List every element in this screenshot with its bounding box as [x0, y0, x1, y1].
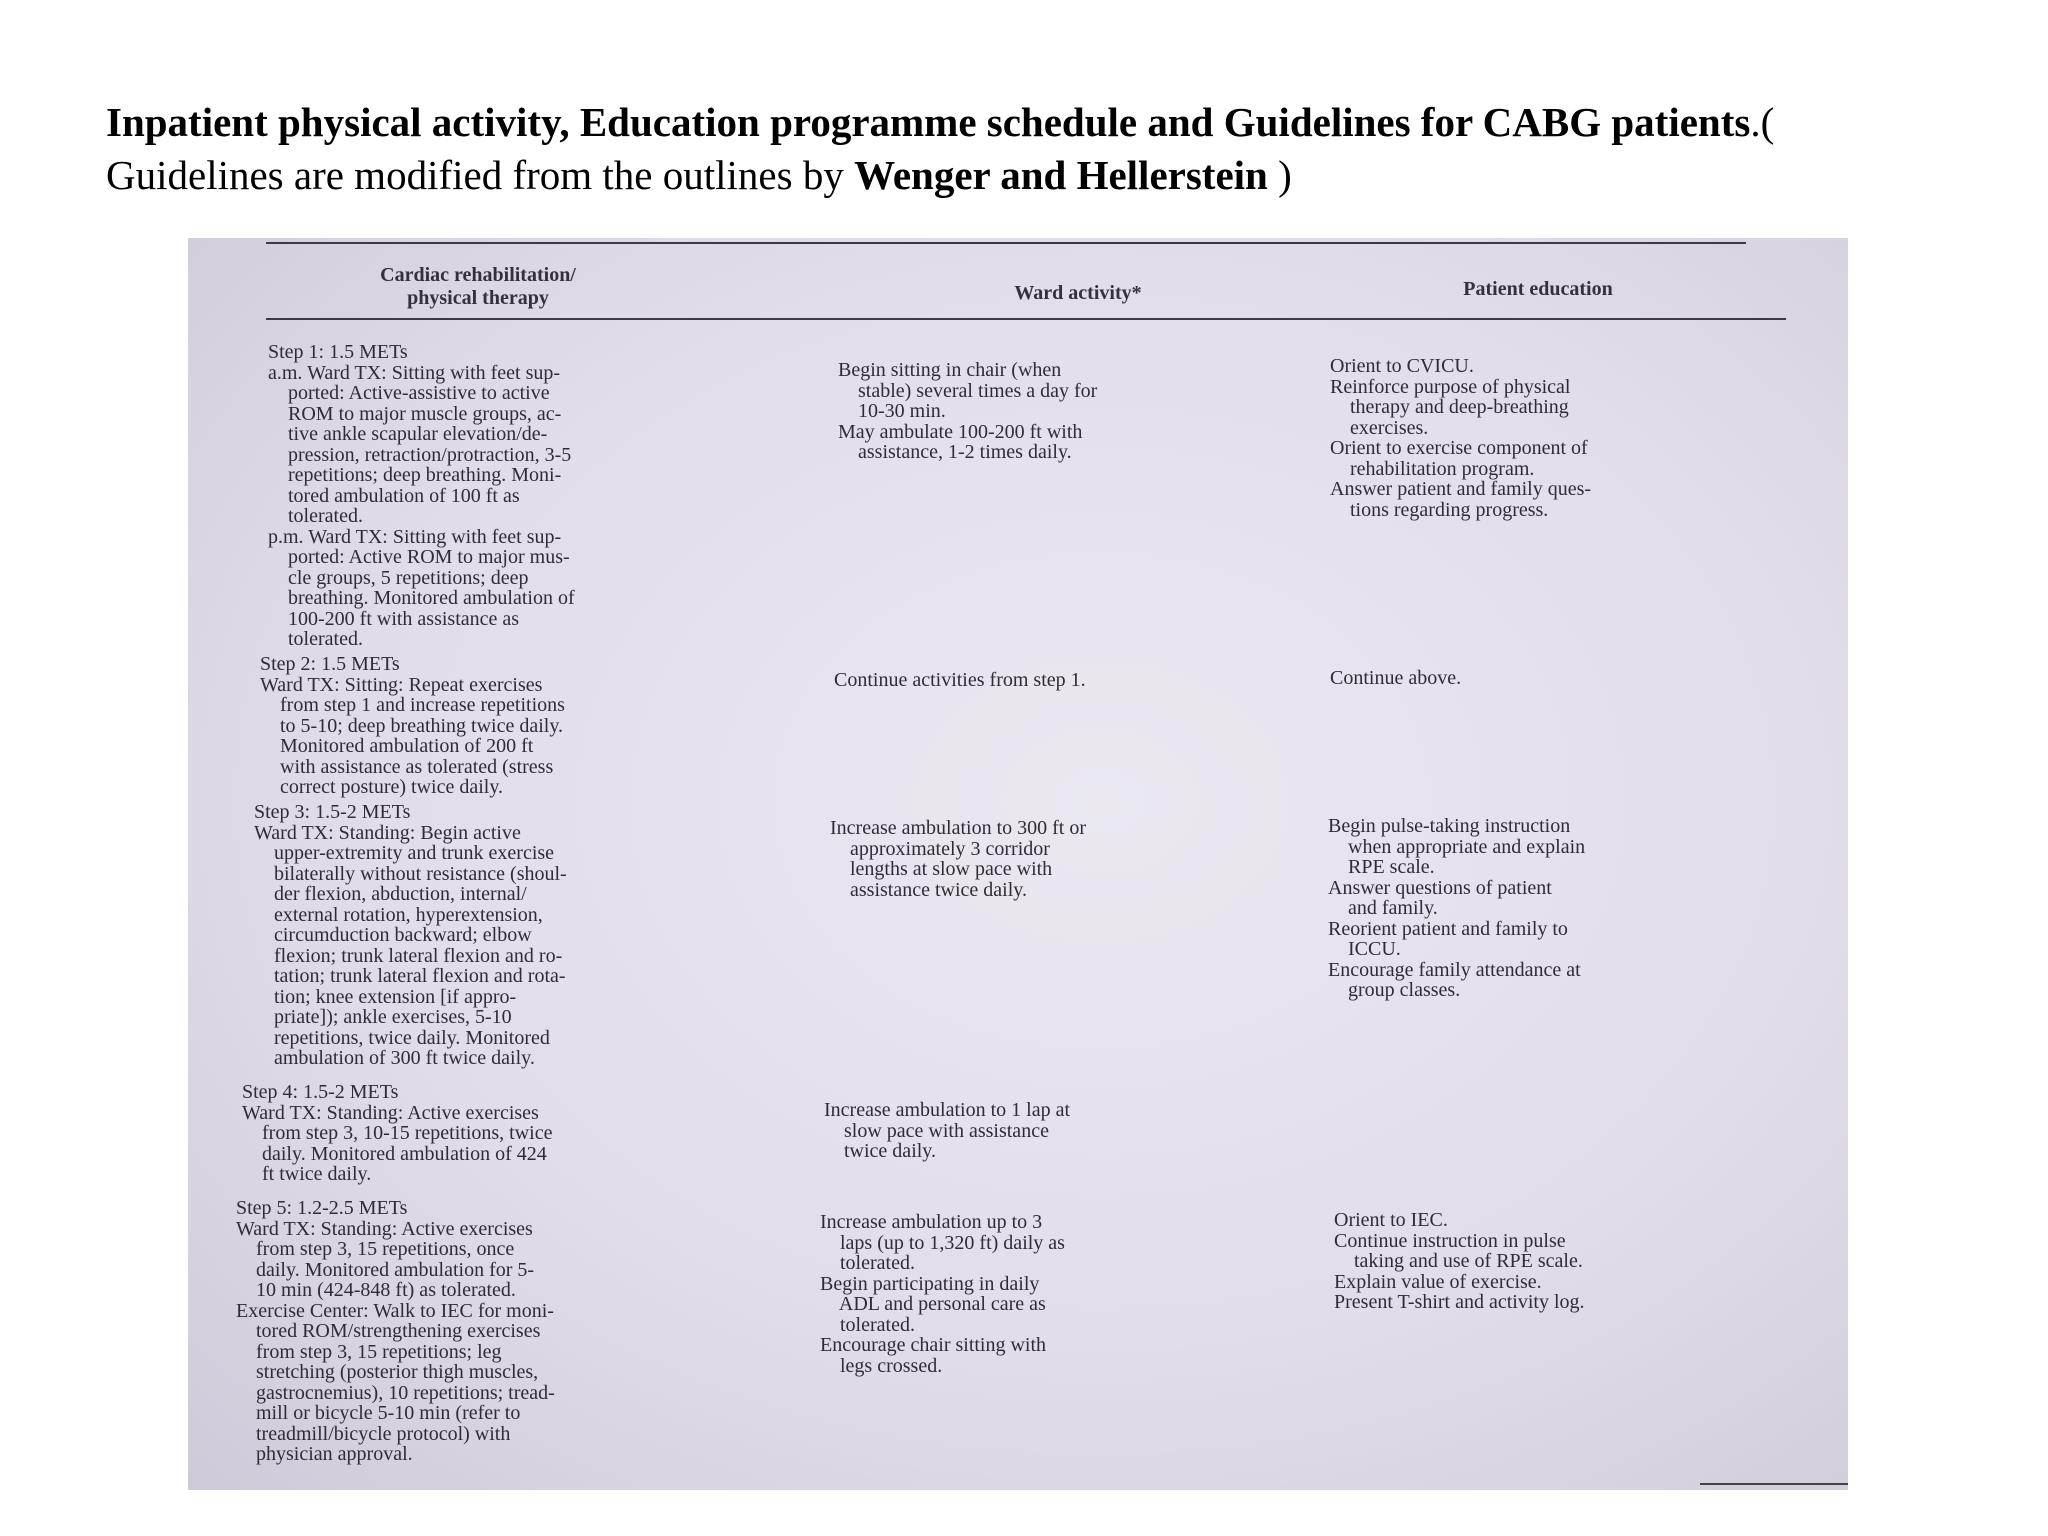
step1-education: Orient to CVICU. Reinforce purpose of physical therapy and deep-breathing exercises. Orient to exercise component of rehabilitation program. Answer patient and family ques- tions regarding progress.	[1330, 355, 1592, 521]
heading-text: .( Guidelines are modified from the outlines by	[106, 99, 1775, 198]
step1-ward: Begin sitting in chair (when stable) several times a day for 10-30 min. May ambulate 100-200 ft with assistance, 1-2 times daily.	[838, 359, 1098, 463]
step1-therapy: Step 1: 1.5 METs a.m. Ward TX: Sitting with feet sup- ported: Active-assistive to active ROM to major muscle groups, ac- tive ankle scapular elevation/de- pression, retraction/protraction, 3-5 repetitions; deep breathing. Moni- tored ambulation of 100 ft as tolerated. p.m. Ward TX: Sitting with feet sup- ported: Active ROM to major mus- cle groups, 5 repetitions; deep breathing. Monitored ambulation of 100-200 ft with assistance as tolerated.	[268, 341, 575, 650]
scanned-table-image	[188, 238, 1848, 1490]
step5-education: Orient to IEC. Continue instruction in pulse taking and use of RPE scale. Explain value of exercise. Present T-shirt and activity log.	[1334, 1209, 1585, 1313]
step3-education: Begin pulse-taking instruction when appropriate and explain RPE scale. Answer questions of patient and family. Reorient patient and family to ICCU. Encourage family attendance at group classes.	[1328, 815, 1586, 1001]
header-patient-education: Patient education	[1463, 278, 1613, 300]
step2-education: Continue above.	[1330, 667, 1462, 689]
heading-close: )	[1267, 152, 1292, 198]
table-bottom-rule	[1700, 1483, 1848, 1485]
step2-ward: Continue activities from step 1.	[834, 669, 1086, 691]
header-ward-activity: Ward activity*	[1014, 282, 1142, 304]
step3-therapy: Step 3: 1.5-2 METs Ward TX: Standing: Begin active upper-extremity and trunk exercise bilaterally without resistance (shoul- der flexion, abduction, internal/ external rotation, hyperextension, circumduction backward; elbow flexion; trunk lateral flexion and ro- tation; trunk lateral flexion and rota- tion; knee extension [if appro- priate]); ankle exercises, 5-10 repetitions, twice daily. Monitored ambulation of 300 ft twice daily.	[254, 801, 567, 1069]
table-top-rule	[266, 242, 1746, 244]
heading-bold-title: Inpatient physical activity, Education programme schedule and Guidelines for CABG patients	[106, 99, 1751, 145]
step5-therapy: Step 5: 1.2-2.5 METs Ward TX: Standing: Active exercises from step 3, 15 repetitions, once daily. Monitored ambulation for 5- 10 min (424-848 ft) as tolerated. Exercise Center: Walk to IEC for moni- tored ROM/strengthening exercises from step 3, 15 repetitions; leg stretching (posterior thigh muscles, gastrocnemius), 10 repetitions; tread- mill or bicycle 5-10 min (refer to treadmill/bicycle protocol) with physician approval.	[236, 1197, 555, 1465]
table-header-rule	[266, 318, 1786, 320]
step4-ward: Increase ambulation to 1 lap at slow pace with assistance twice daily.	[824, 1099, 1071, 1162]
header-therapy: Cardiac rehabilitation/ physical therapy	[380, 264, 576, 309]
step2-therapy: Step 2: 1.5 METs Ward TX: Sitting: Repeat exercises from step 1 and increase repetitions to 5-10; deep breathing twice daily. Monitored ambulation of 200 ft with assistance as tolerated (stress correct posture) twice daily.	[260, 653, 565, 798]
heading-authors: Wenger and Hellerstein	[854, 152, 1268, 198]
step4-therapy: Step 4: 1.5-2 METs Ward TX: Standing: Active exercises from step 3, 10-15 repetitions, twice daily. Monitored ambulation of 424 ft twice daily.	[242, 1081, 553, 1185]
step5-ward: Increase ambulation up to 3 laps (up to 1,320 ft) daily as tolerated. Begin participating in daily ADL and personal care as tolerated. Encourage chair sitting with legs crossed.	[820, 1211, 1065, 1377]
page-heading	[106, 96, 1906, 202]
step3-ward: Increase ambulation to 300 ft or approximately 3 corridor lengths at slow pace with assistance twice daily.	[830, 817, 1087, 901]
